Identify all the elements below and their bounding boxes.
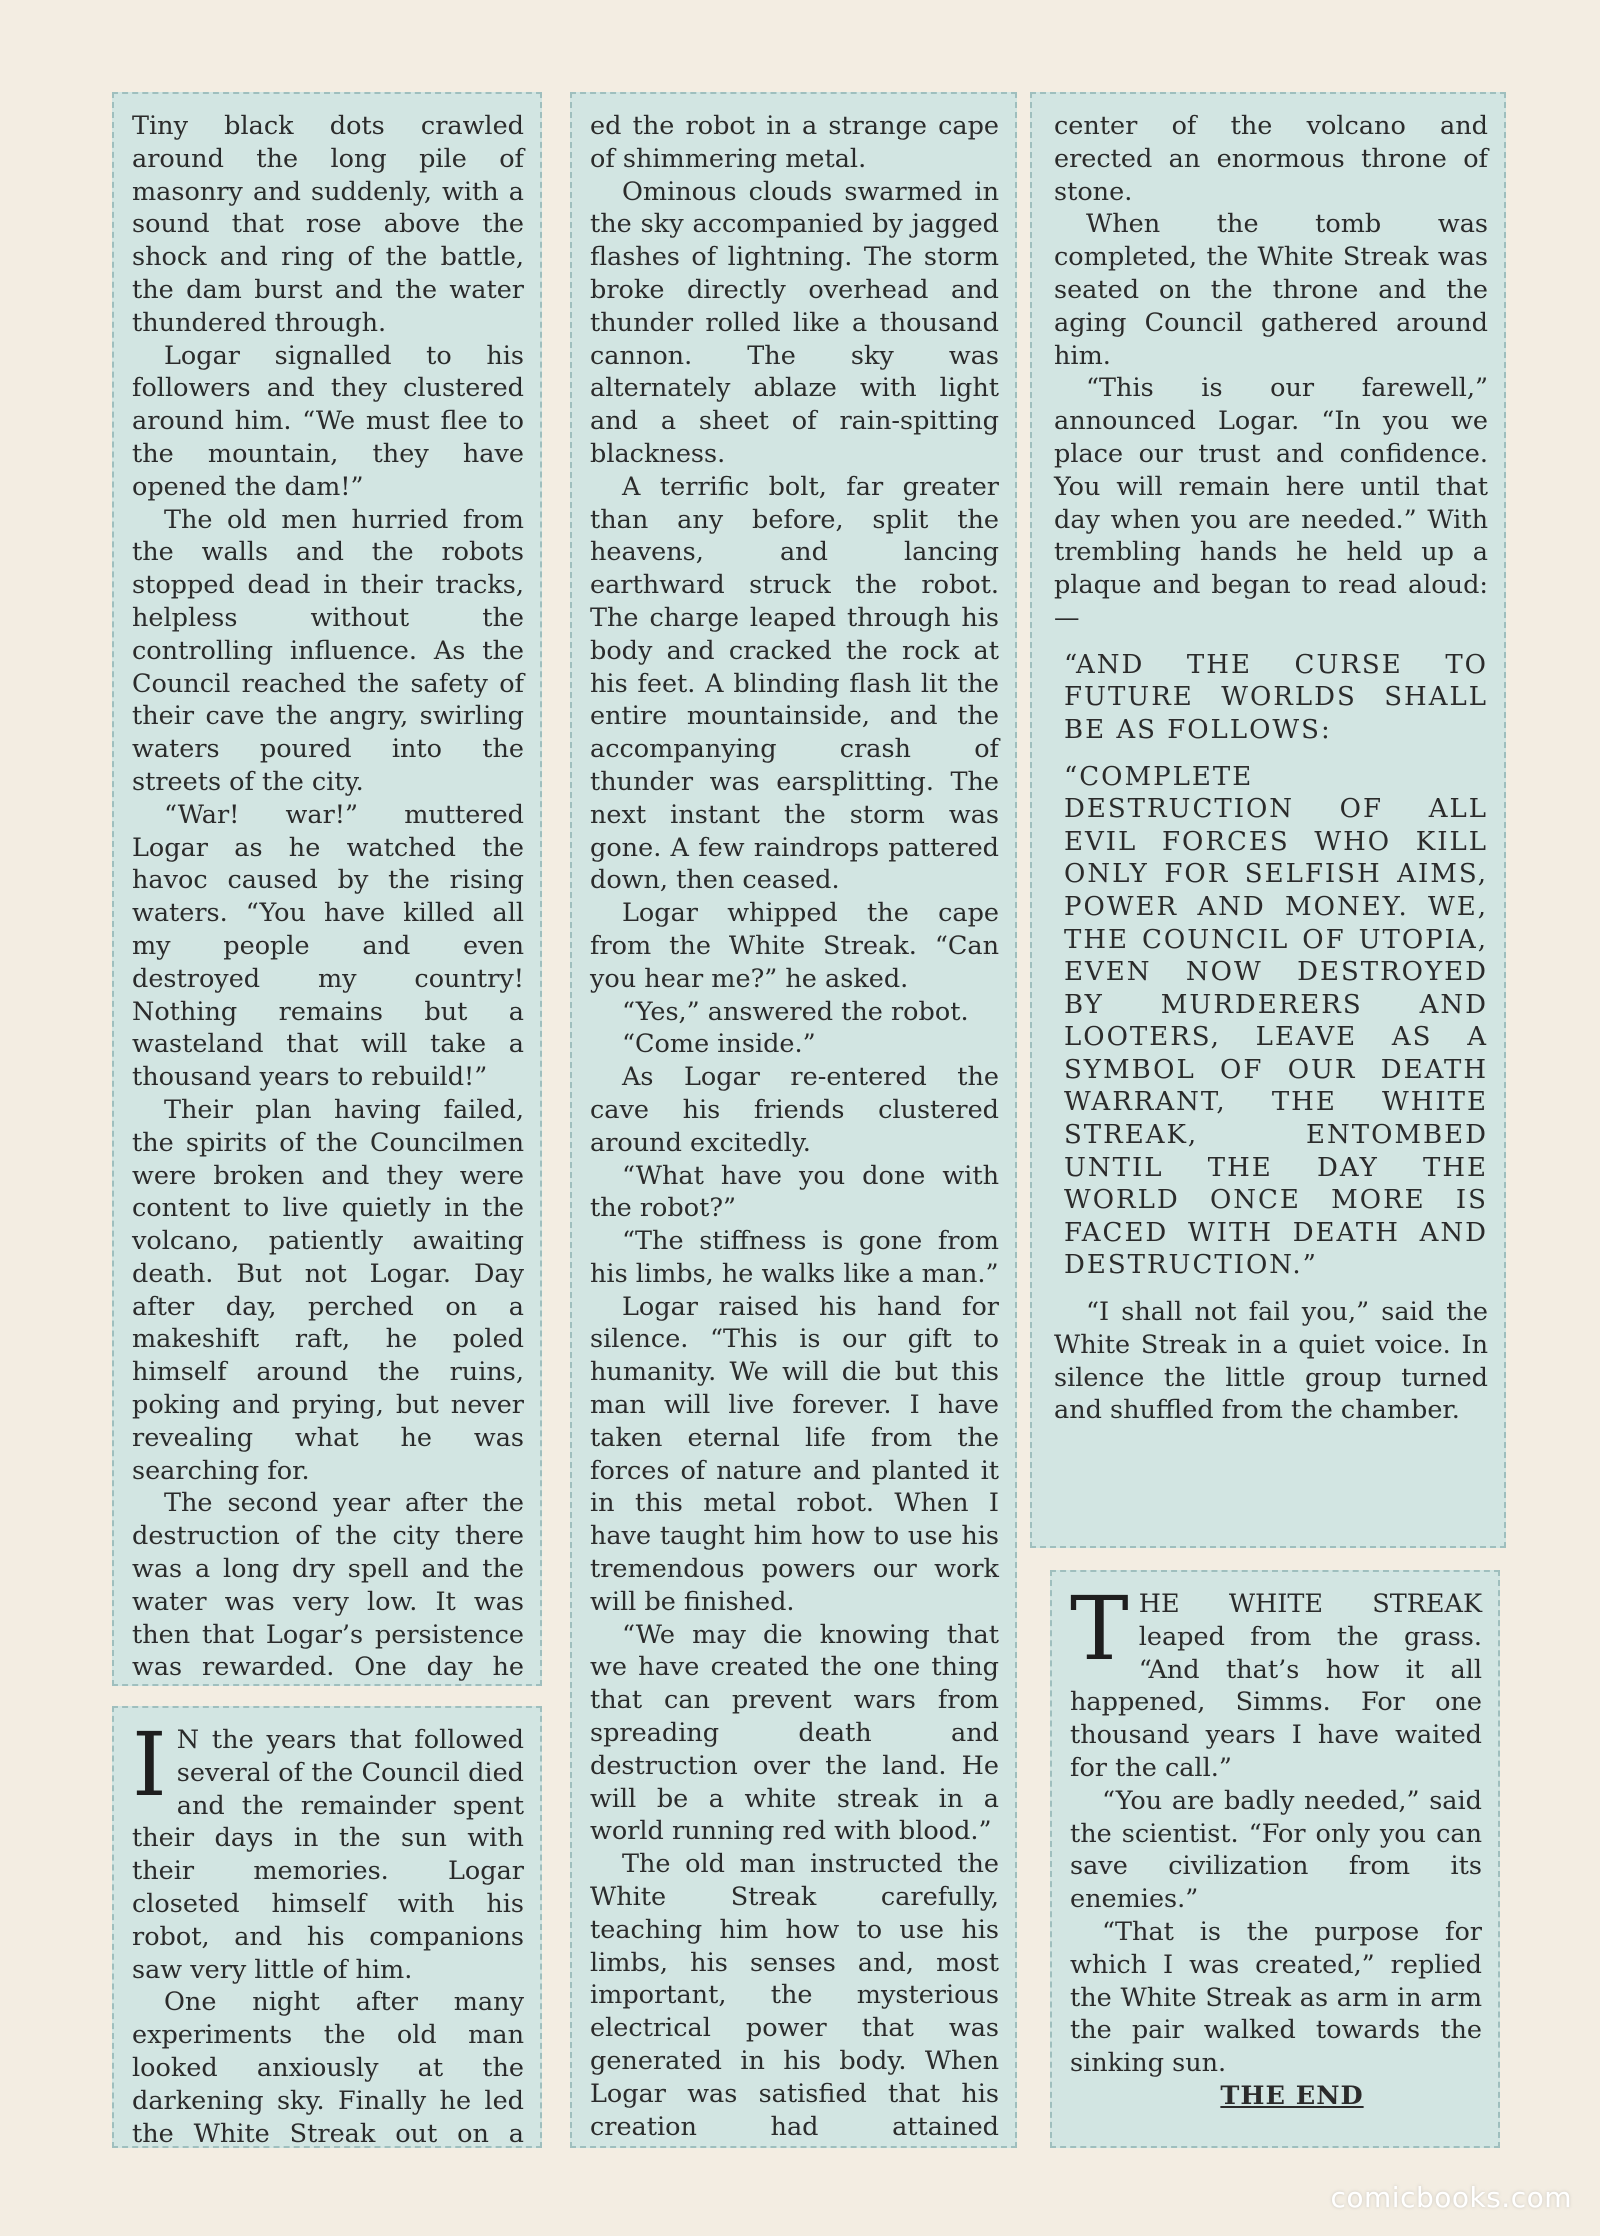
- drop-cap-letter: T: [1070, 1577, 1129, 1680]
- paragraph: The second year after the destruction of the city there was a long dry spell and the water was very low. It was then that Logar’s persistence was rewarded. One day he: [132, 1488, 524, 1683]
- paragraph: “The stiffness is gone from his limbs, he walks like a man.”: [590, 1226, 999, 1289]
- paragraph: A terrific bolt, far greater than any before, split the heavens, and lancing earthward struck the robot. The charge leaped through his body and cracked the rock at his feet. A blinding flash lit the entire mountainside, and the accompanying crash of thunder was earsplitting. The next instant the storm was gone. A few raindrops pattered down, then ceased.: [590, 471, 999, 896]
- paragraph: The old man instructed the White Streak carefully, teaching him how to use his limbs, his senses and, most important, the mysterious electrical power that was generated in his body. When Logar was satisfied that his creation had attained: [590, 1849, 999, 2142]
- site-watermark: comicbooks.com: [1330, 2181, 1572, 2214]
- text-panel-col1-bottom: [112, 1706, 542, 2148]
- paragraph: Their plan having failed, the spirits of the Councilmen were broken and they were content to live quietly in the volcano, patiently awaiting death. But not Logar. Day after day, perched on a makeshift raft, he poled himself around the ruins, poking and prying, but never revealing what he was searching for.: [132, 1094, 524, 1486]
- paragraph: “I shall not fail you,” said the White Streak in a quiet voice. In silence the little group turned and shuffled from the chamber.: [1054, 1297, 1488, 1426]
- paragraph: “Yes,” answered the robot.: [622, 996, 969, 1027]
- plaque-line: “AND THE CURSE TO FUTURE WORLDS SHALL BE AS FOLLOWS:: [1064, 649, 1488, 745]
- paragraph: Ominous clouds swarmed in the sky accompanied by jagged flashes of lightning. The storm broke directly overhead and thunder rolled like a thousand cannon. The sky was alternately ablaze with light and a sheet of rain-spitting blackness.: [590, 176, 999, 469]
- paragraph: Tiny black dots crawled around the long pile of masonry and suddenly, with a sound that rose above the shock and ring of the battle, the dam burst and the water thundered through.: [132, 111, 524, 338]
- paragraph: “Come inside.”: [622, 1029, 816, 1060]
- paragraph-dropcap: [1070, 1577, 1482, 1785]
- paragraph: ed the robot in a strange cape of shimmering metal.: [590, 111, 999, 174]
- paragraph: “This is our farewell,” announced Logar. “In you we place our trust and confidence. You will remain here until that day when you are needed.” With trembling hands he held up a plaque and began to read aloud:—: [1054, 373, 1488, 633]
- drop-cap-letter: I: [132, 1713, 167, 1816]
- paragraph: As Logar re-entered the cave his friends clustered around excitedly.: [590, 1062, 999, 1158]
- paragraph: One night after many experiments the old man looked anxiously at the darkening sky. Finally he led the White Streak out on a: [132, 1987, 524, 2148]
- paragraph-text: N the years that followed several of the Council died and the remainder spent their days in the sun with their memories. Logar closeted himself with his robot, and his companions saw very little of him.: [132, 1725, 524, 1985]
- paragraph: The old men hurried from the walls and the robots stopped dead in their tracks, helpless without the controlling influence. As the Council reached the safety of their cave the angry, swirling waters poured into the streets of the city.: [132, 504, 524, 797]
- paragraph: “What have you done with the robot?”: [590, 1160, 999, 1224]
- the-end-label: THE END: [1220, 2080, 1364, 2111]
- paragraph-text: HE WHITE STREAK leaped from the grass. “And that’s how it all happened, Simms. For one thousand years I have waited for the call.”: [1070, 1589, 1482, 1783]
- paragraph: Logar signalled to his followers and they clustered around him. “We must flee to the mountain, they have opened the dam!”: [132, 340, 524, 502]
- paragraph: Logar raised his hand for silence. “This is our gift to humanity. We will die but this man will live forever. I have taken eternal life from the forces of nature and planted it in this metal robot. When I have taught him how to use his tremendous powers our work will be finished.: [590, 1291, 999, 1617]
- text-panel-col3-top: [1030, 92, 1506, 1548]
- paragraph: “You are badly needed,” said the scientist. “For only you can save civilization from its enemies.”: [1070, 1785, 1482, 1915]
- paragraph: center of the volcano and erected an enormous throne of stone.: [1054, 111, 1488, 207]
- text-panel-col2: [570, 92, 1017, 2148]
- text-panel-col1-top: [112, 92, 542, 1686]
- paragraph: When the tomb was completed, the White Streak was seated on the throne and the aging Council gathered around him.: [1054, 209, 1488, 371]
- paragraph: “That is the purpose for which I was created,” replied the White Streak as arm in arm the pair walked towards the sinking sun.: [1070, 1916, 1482, 2079]
- plaque-inscription: [1054, 649, 1488, 1282]
- plaque-line: “COMPLETE DESTRUCTION OF ALL EVIL FORCES WHO KILL ONLY FOR SELFISH AIMS, POWER AND MONEY. WE, THE COUNCIL OF UTOPIA, EVEN NOW DESTROYED BY MURDERERS AND LOOTERS, LEAVE AS A SYMBOL OF OUR DEATH WARRANT, THE WHITE STREAK, ENTOMBED UNTIL THE DAY THE WORLD ONCE MORE IS FACED WITH DEATH AND DESTRUCTION.”: [1064, 761, 1488, 1281]
- paragraph-dropcap: [132, 1713, 524, 1986]
- paragraph: “War! war!” muttered Logar as he watched the havoc caused by the rising waters. “You have killed all my people and even destroyed my country! Nothing remains but a wasteland that will take a thousand years to rebuild!”: [132, 799, 524, 1093]
- text-panel-col3-bottom: [1050, 1570, 1500, 2148]
- paragraph: “We may die knowing that we have created the one thing that can prevent wars from spreading death and destruction over the land. He will be a white streak in a world running red with blood.”: [590, 1619, 999, 1847]
- paragraph: Logar whipped the cape from the White Streak. “Can you hear me?” he asked.: [590, 898, 999, 994]
